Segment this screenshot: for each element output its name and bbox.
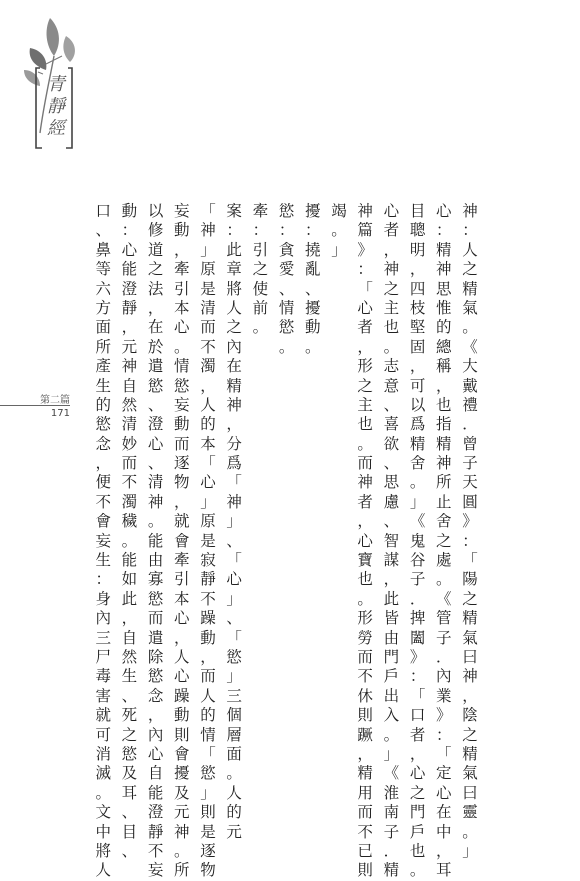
text-column: 神 ： 人 之 精 氣 。 《 大 戴 禮 ． 曾 子 天 圓 》 ： 「 陽 之 精 氣 曰 神 ， 陰 之 精 氣 曰 靈 。 」: [462, 202, 478, 860]
text-column: 慾 ： 貪 愛 、 情 慾 。: [278, 202, 295, 356]
text-column: 牽 ： 引 之 使 前 。: [252, 202, 269, 337]
logo-title: 青 靜 經: [47, 74, 65, 139]
text-column: 動 ： 心 能 澄 靜 ， 元 神 自 然 清 妙 而 不 濁 穢 。 能 如 此 ， 自 然 生 、 死 之 慾 及 耳 、 目 、: [121, 202, 138, 860]
chapter-label: 第二篇: [40, 395, 70, 406]
text-column: 案 ： 此 章 將 人 之 內 在 精 神 ， 分 爲 「 神 」 、 「 心 」 、 「 慾 」 三 個 層 面 。 人 的 元: [226, 202, 242, 841]
text-column: 目 聰 明 ， 四 枝 堅 固 ， 可 以 爲 精 舍 。 」 《 鬼 谷 子 ． 捭 闔 》 ： 「 口 者 ， 心 之 門 戶 也 。: [409, 202, 426, 880]
text-column: 妄 動 ， 牽 引 本 心 。 情 慾 妄 動 而 逐 物 ， 就 會 牽 引 本 心 ， 人 心 躁 動 則 會 擾 及 元 神 。 所: [174, 202, 190, 880]
book-logo: [10, 8, 88, 153]
page-number: 171: [50, 408, 70, 419]
text-column: 心 者 ， 神 之 主 也 。 志 意 、 喜 欲 、 思 慮 、 智 謀 ， 此 皆 由 門 戶 出 入 。 」 《 淮 南 子 ． 精: [383, 202, 400, 880]
side-marker: [0, 395, 70, 425]
text-column: 心 ： 精 神 思 惟 的 總 稱 ， 也 指 精 神 所 止 舍 之 處 。 《 管 子 ． 內 業 》 ： 「 定 心 在 中 ， 耳: [436, 202, 452, 880]
text-column: 口 、 鼻 等 六 方 面 所 產 生 的 慾 念 ， 便 不 會 妄 生 ： 身 內 三 尸 毒 害 就 可 消 滅 。 文 中 將 人: [95, 202, 111, 880]
text-column: 竭 。 」: [331, 202, 347, 259]
text-column: 擾 ： 撓 亂 、 擾 動 。: [305, 202, 321, 356]
body-text: [95, 202, 480, 880]
text-column: 「 神 」 原 是 清 而 不 濁 ， 人 的 本 「 心 」 原 是 寂 靜 不 躁 動 ， 而 人 的 情 「 慾 」 則 是 逐 物: [200, 202, 216, 880]
text-column: 以 修 道 之 法 ， 在 於 遣 慾 、 澄 心 、 清 神 。 能 由 寡 慾 而 遣 除 慾 念 ， 內 心 自 能 澄 靜 不 妄: [147, 202, 164, 880]
text-column: 神 篇 》 ： 「 心 者 ， 形 之 主 也 。 而 神 者 ， 心 寶 也 。 形 勞 而 不 休 則 蹶 ， 精 用 而 不 已 則: [357, 202, 373, 880]
